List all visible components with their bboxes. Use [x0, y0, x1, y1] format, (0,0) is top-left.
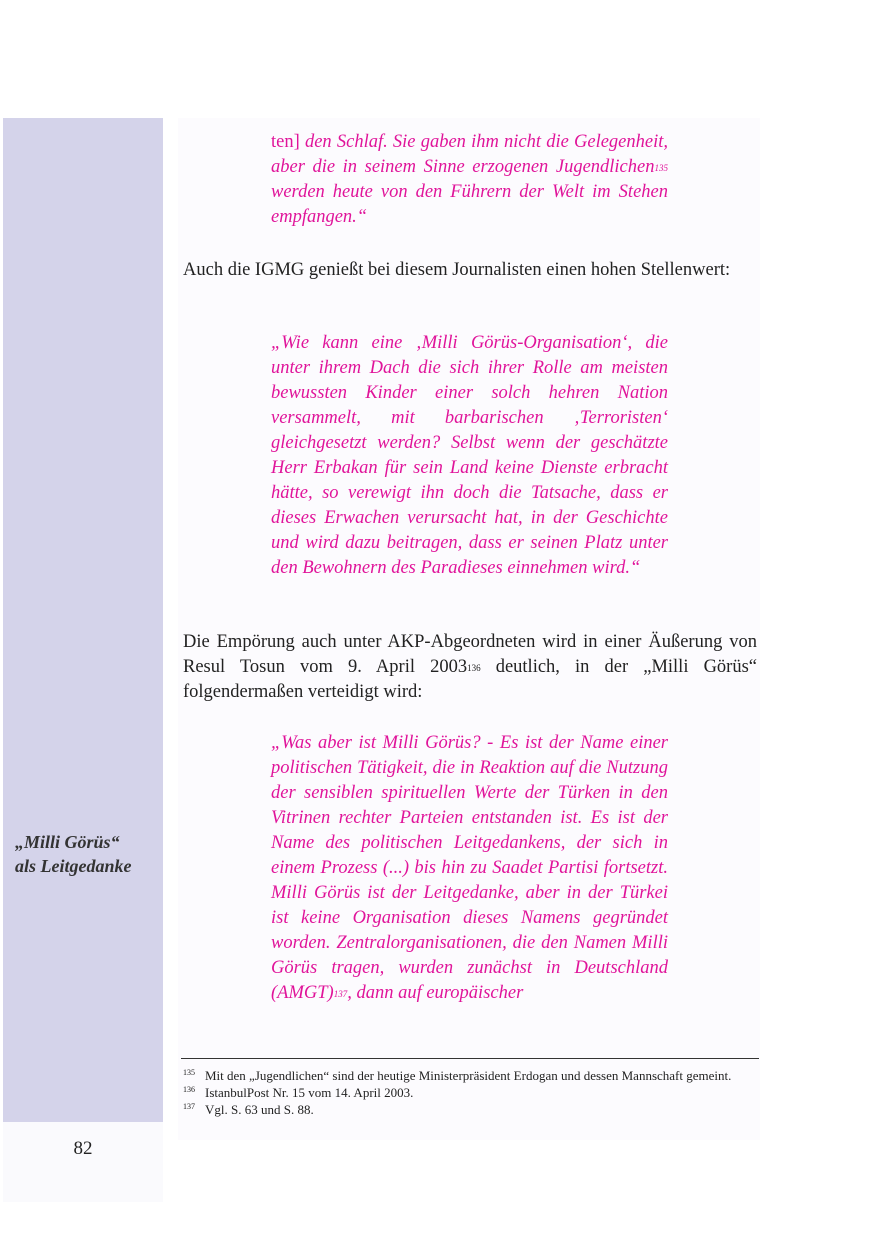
quote-block-2: „Wie kann eine ‚Milli Görüs-Organisation‘, die unter ihrem Dach die sich ihrer Rolle am meisten bewussten Kinder einer solch hehren Nation versammelt, mit barbarischen ‚Terroristen‘ gleichgesetzt werden? Selbst wenn der geschätzte Herr Erbakan für sein Land keine Dienste erbracht hätte, so verewigt ihn doch die Tatsache, dass er dieses Erwachen verursacht hat, in der Geschichte und wird dazu beitragen, dass er seinen Platz unter den Bewohnern des Paradieses einnehmen wird.“ — [271, 333, 668, 578]
quote-block-3 — [271, 731, 668, 1006]
footnote-text: Vgl. S. 63 und S. 88. — [205, 1102, 314, 1117]
quote-text: den Schlaf. Sie gaben ihm nicht die Gelegenheit, aber die in seinem Sinne erzogenen Jugendlichen — [271, 132, 668, 177]
footnote-number: 135 — [183, 1068, 195, 1077]
footnote-text: IstanbulPost Nr. 15 vom 14. April 2003. — [205, 1085, 414, 1100]
body-paragraph-1: Auch die IGMG genießt bei diesem Journalisten einen hohen Stellenwert: — [183, 260, 731, 280]
paragraph-text: Die Empörung auch unter AKP-Abgeordneten wird in einer Äußerung von Resul Tosun vom 9. April 2003 — [183, 632, 757, 677]
footnote-135 — [183, 1067, 757, 1084]
quote-text-end: werden heute von den Führern der Welt im Stehen empfangen.“ — [271, 182, 668, 227]
footnote-divider — [181, 1058, 759, 1059]
quote-text-end: , dann auf europäischer — [347, 983, 524, 1003]
margin-note-line2: als Leitgedanke — [15, 856, 132, 876]
margin-sidebar — [3, 118, 163, 1122]
quote-prefix: ten] — [271, 132, 300, 152]
footnote-number: 136 — [183, 1085, 195, 1094]
footnote-ref-136: 136 — [467, 663, 481, 673]
margin-note-line1: „Milli Görüs“ — [15, 832, 120, 852]
sidebar-footer — [3, 1122, 163, 1202]
footnote-ref-135: 135 — [654, 163, 668, 173]
paragraph-text-end: deutlich, in der „Milli Görüs“ folgendermaßen verteidigt wird: — [183, 657, 757, 702]
body-paragraph-2 — [183, 630, 757, 705]
margin-note — [15, 830, 160, 878]
footnote-number: 137 — [183, 1102, 195, 1111]
footnote-137 — [183, 1101, 757, 1118]
footnotes — [183, 1067, 757, 1118]
footnote-136 — [183, 1084, 757, 1101]
footnote-text: Mit den „Jugendlichen“ sind der heutige Ministerpräsident Erdogan und dessen Mannschaft gemeint. — [205, 1068, 732, 1083]
footnote-ref-137: 137 — [333, 989, 348, 999]
quote-block-1 — [271, 130, 668, 230]
page-number: 82 — [73, 1138, 93, 1159]
quote-text: „Was aber ist Milli Görüs? - Es ist der Name einer politischen Tätigkeit, die in Reaktion auf die Nutzung der sensiblen spirituellen Werte der Türken in den Vitrinen rechter Parteien entstanden ist. Es ist der Name des politischen Leitgedankens, der sich in einem Prozess (...) bis hin zu Saadet Partisi fortsetzt. Milli Görüs ist der Leitgedanke, aber in der Türkei ist keine Organisation dieses Namens gegründet worden. Zentralorganisationen, die den Namen Milli Görüs tragen, wurden zunächst in Deutschland (AMGT) — [271, 733, 668, 1003]
